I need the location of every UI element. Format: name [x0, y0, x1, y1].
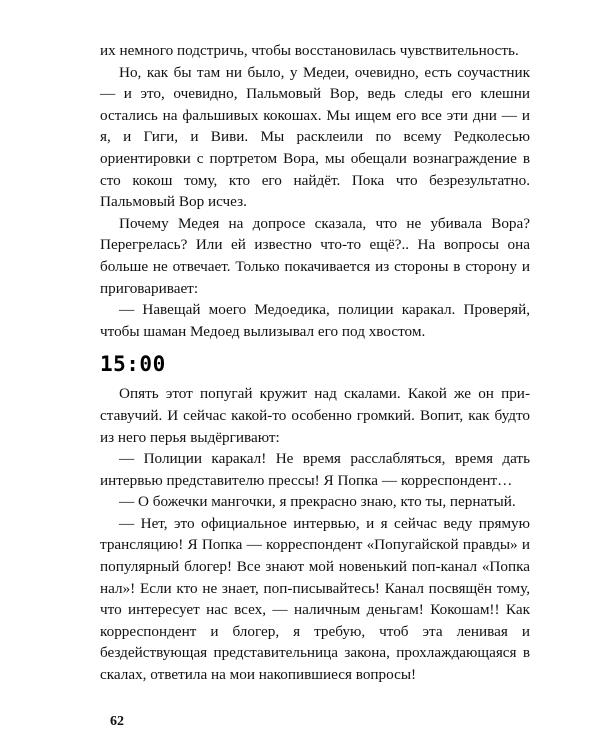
paragraph: их немного подстричь, чтобы восстановилась чувствительность. [100, 42, 519, 59]
page-number: 62 [110, 714, 124, 729]
paragraph: — Нет, это официальное интервью, и я сейчас веду прямую трансляцию! Я Попка — корреспондент «Попугайской правды» и популярный блогер! Все знают мой новенький поп-канал «Попка нал»! Если кто не знает, поп-писывайтесь! Канал посвящён тому, что интересует нас всех, — наличным деньгам! Кокошам!! Как корреспондент и блогер, я требую, чтоб эта ленивая и бездействующая представительница закона, прохлаждающаяся в скалах, ответила на мои накопившиеся вопросы! [100, 514, 530, 684]
paragraph: — О божечки мангочки, я прекрасно знаю, кто ты, пернатый. [119, 493, 516, 511]
paragraph: Почему Медея на допросе сказала, что не убивала Вора? Перегрелась? Или ей известно что-то ещё?.. На вопросы она больше не отвечает. Только покачивается из стороны в сторону и приговаривает: [100, 214, 530, 297]
page-text [100, 40, 530, 686]
paragraph: Но, как бы там ни было, у Медеи, очевидно, есть соучастник — и это, очевидно, Пальмовый Вор, ведь следы его клешни остались на фальшивых кокошах. Мы ищем его все эти дни — и я, и Гиги, и Виви. Мы расклеили по всему Редколесью ориентировки с портретом Вора, мы обещали вознаграждение в сто кокош тому, кто его найдёт. Пока что безрезультатно. Пальмовый Вор исчез. [100, 63, 530, 211]
paragraph: — Полиции каракал! Не время расслабляться, время дать интервью представителю прессы! Я Попка — корреспондент… [100, 450, 530, 489]
time-heading: 15:00 [100, 352, 166, 377]
paragraph: Опять этот попугай кружит над скалами. Какой же он приставучий. И сейчас какой-то особенно громкий. Вопит, как будто из него перья выдёргивают: [100, 385, 530, 446]
paragraph: — Навещай моего Медоедика, полиции каракал. Проверяй, чтобы шаман Медоед вылизывал его под хвостом. [100, 301, 530, 340]
